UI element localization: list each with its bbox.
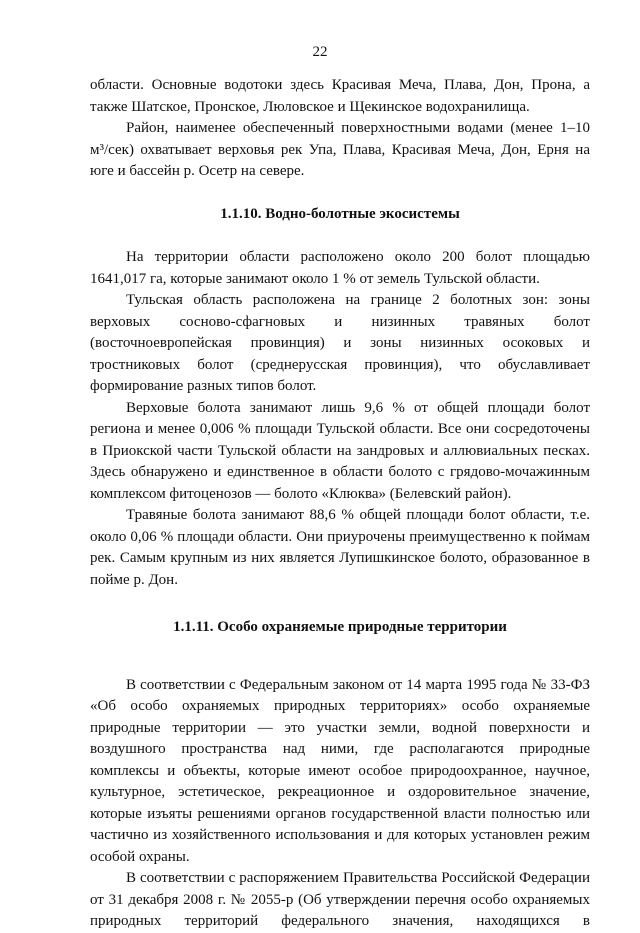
paragraph: Верховые болота занимают лишь 9,6 % от общей площади болот региона и менее 0,006 % площади Тульской области. Все они сосредоточены в Приокской части Тульской области на зандровых и аллювиальных песках. Здесь обнаружено и единственное в области болото с грядово-мочажинным комплексом фитоценозов — болото «Клюква» (Белевский район). [90, 399, 590, 502]
paragraph: В соответствии с распоряжением Правительства Российской Федерации от 31 декабря 2008 г. № 2055-р (Об утверждении перечня особо охраняемых природных территорий федерального значения, находящихся в [90, 870, 590, 929]
page-body [90, 75, 590, 933]
section-heading-protected-areas: 1.1.11. Особо охраняемые природные территории [173, 619, 507, 635]
paragraph: области. Основные водотоки здесь Красивая Меча, Плава, Дон, Прона, а также Шатское, Пронское, Люловское и Щекинское водохранилища. [90, 77, 590, 115]
paragraph: Район, наименее обеспеченный поверхностными водами (менее 1–10 м³/сек) охватывает верховья рек Упа, Плава, Красивая Меча, Дон, Ерня на юге и бассейн р. Осетр на севере. [90, 120, 590, 179]
paragraph: Травяные болота занимают 88,6 % общей площади болот области, т.е. около 0,06 % площади области. Они приурочены преимущественно к поймам рек. Самым крупным из них является Лупишкинское болото, образованное в пойме р. Дон. [90, 507, 590, 588]
paragraph: В соответствии с Федеральным законом от 14 марта 1995 года № 33-ФЗ «Об особо охраняемых природных территориях» особо охраняемые природные территории — это участки земли, водной поверхности и воздушного пространства над ними, где располагаются природные комплексы и объекты, которые имеют особое природоохранное, научное, культурное, эстетическое, рекреационное и оздоровительное значение, которые изъяты решениями органов государственной власти полностью или частично из хозяйственного использования и для которых установлен режим особой охраны. [90, 676, 590, 865]
paragraph: Тульская область расположена на границе 2 болотных зон: зоны верховых сосново-сфагновых и низинных травяных болот (восточноевропейская провинция) и зоны низинных осоковых и тростниковых болот (среднерусская провинция), что обуславливает формирование разных типов болот. [90, 292, 590, 394]
section-heading-wetland-ecosystems: 1.1.10. Водно-болотные экосистемы [220, 205, 460, 222]
page-number: 22 [312, 44, 328, 60]
paragraph: На территории области расположено около 200 болот площадью 1641,017 га, которые занимают около 1 % от земель Тульской области. [90, 249, 590, 287]
